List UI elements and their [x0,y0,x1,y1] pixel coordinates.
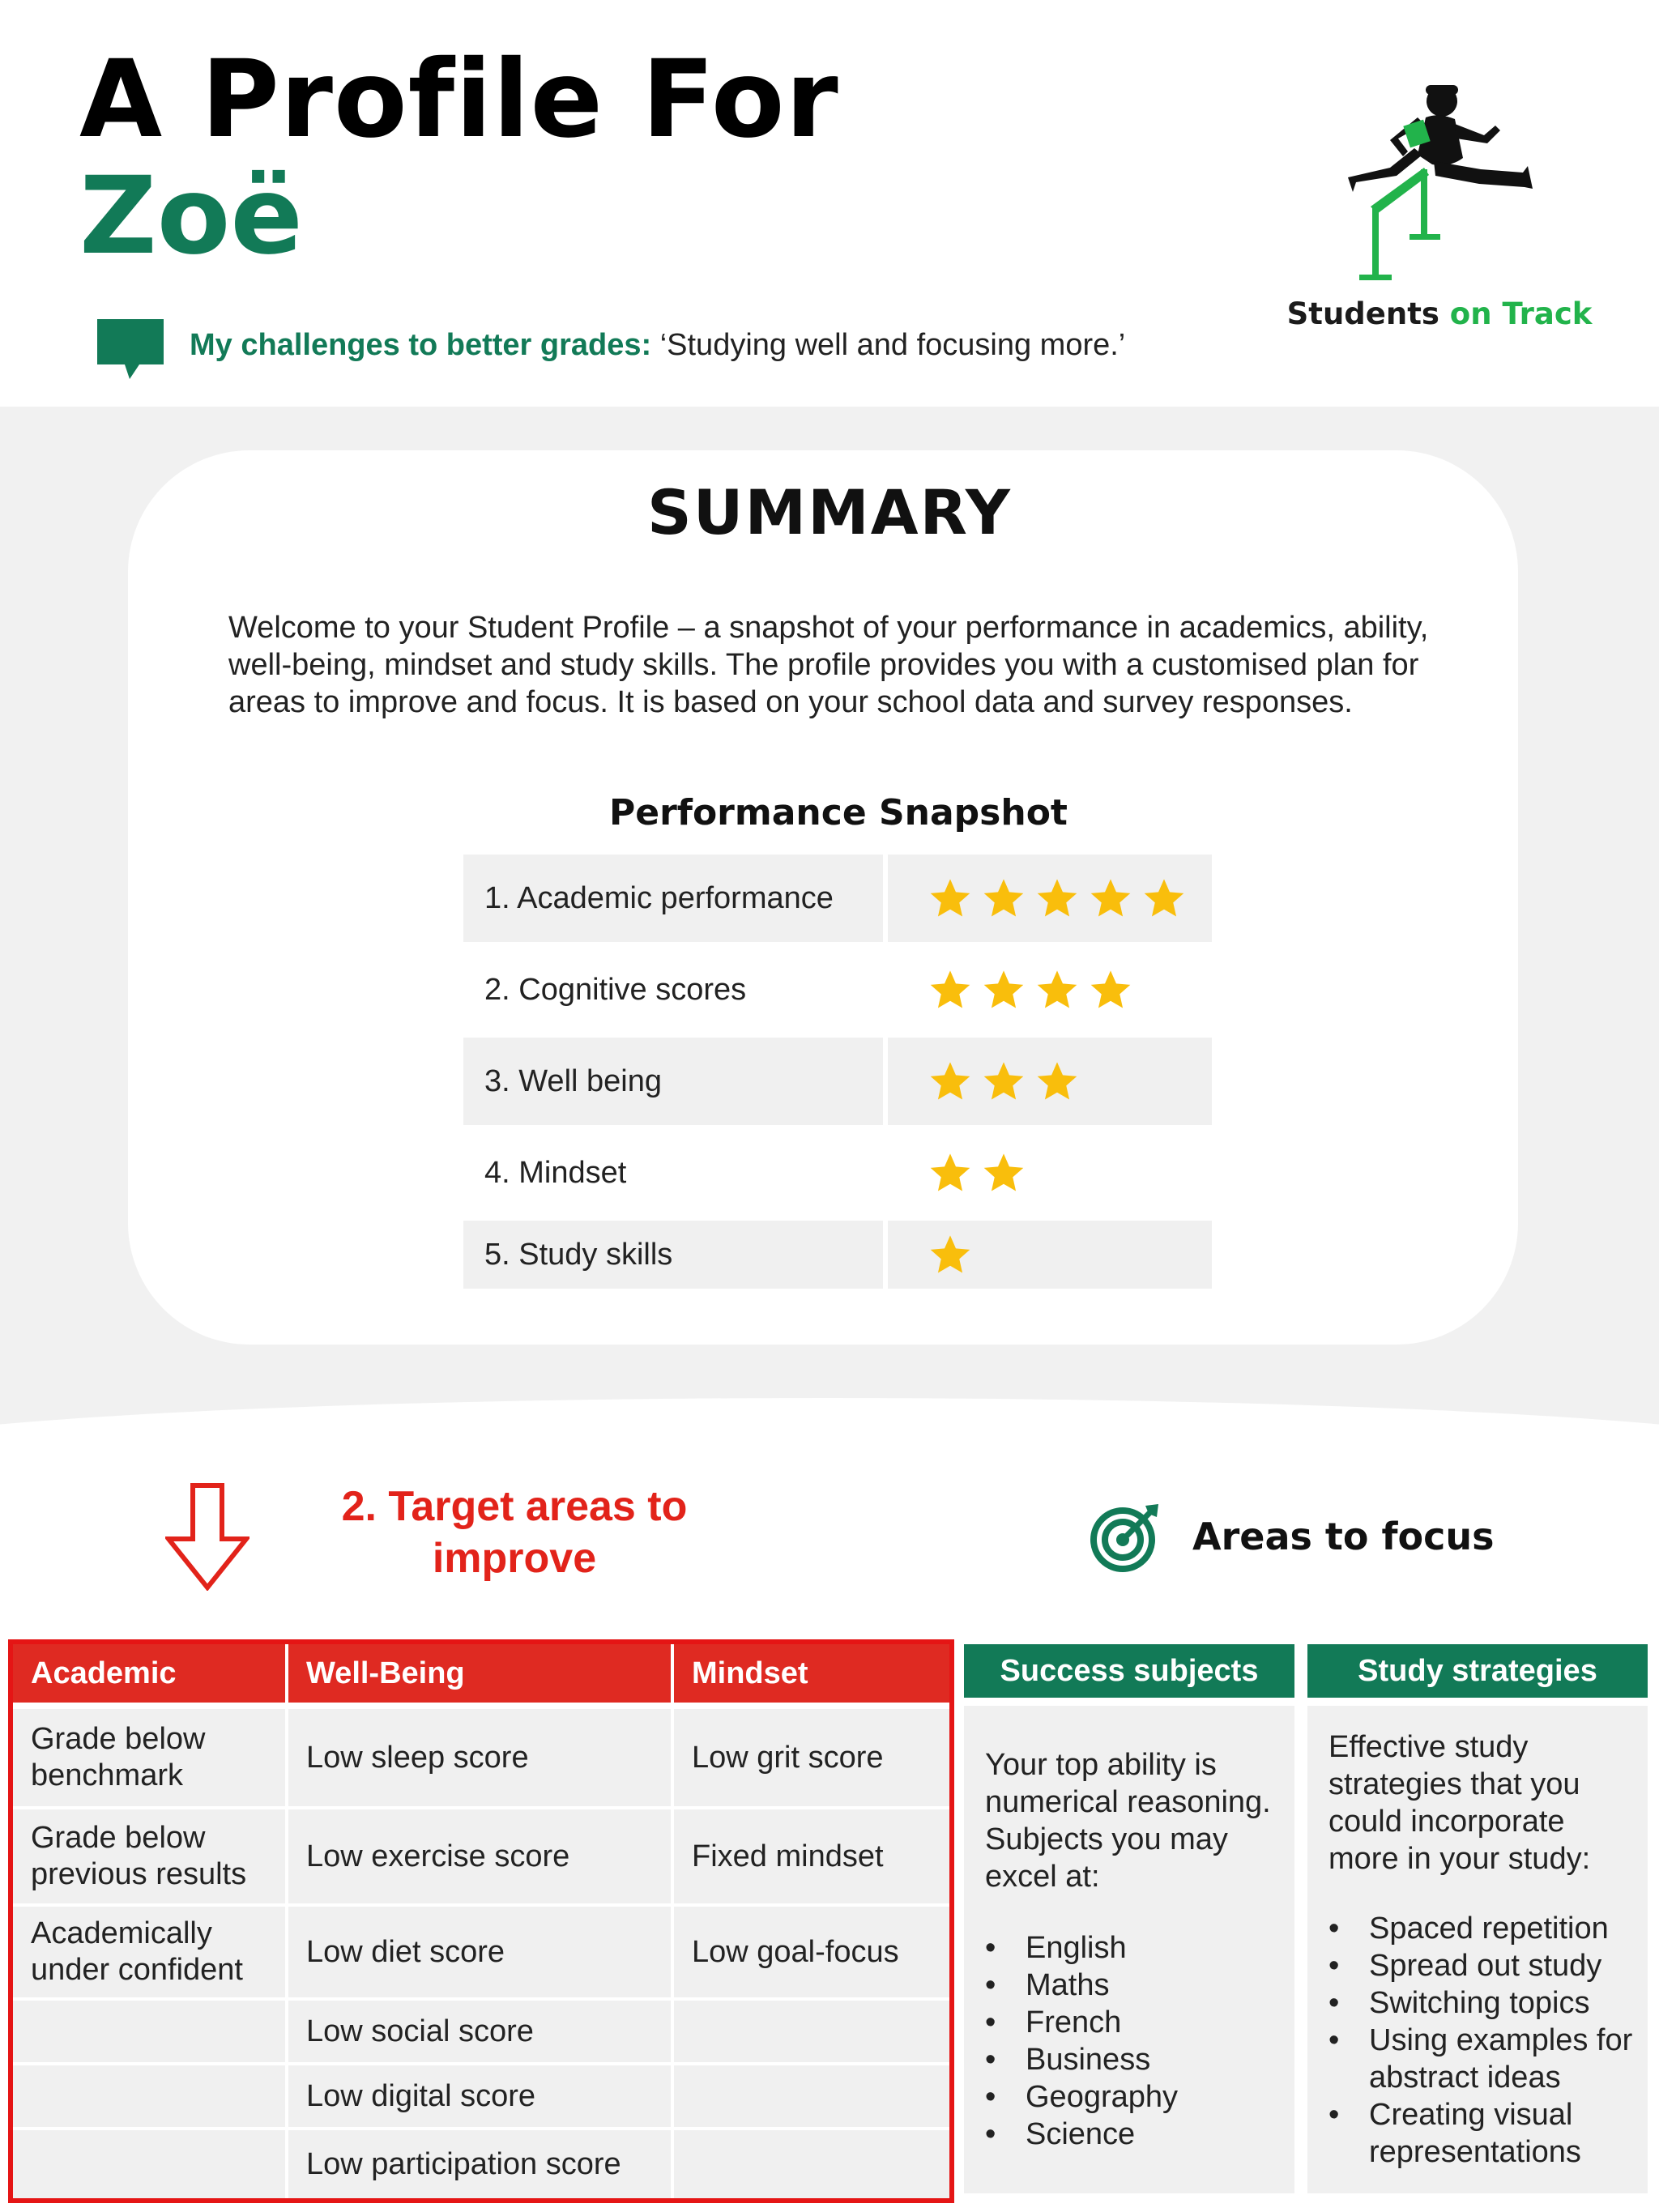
speech-bubble-icon [96,318,165,381]
snapshot-stars [888,942,1212,1038]
target-areas-table [8,1639,954,2203]
star-icon [928,968,972,1012]
star-icon [1142,876,1186,920]
snapshot-row [463,855,1212,942]
snapshot-stars [888,1125,1212,1221]
table-cell [13,2001,285,2062]
star-icon [1089,876,1132,920]
list-item: • Science [985,2116,1273,2153]
star-icon [982,1151,1026,1195]
snapshot-label: 5. Study skills [463,1221,883,1289]
snapshot-label: 4. Mindset [484,1155,627,1190]
star-icon [982,876,1026,920]
star-icon [928,1151,972,1195]
table-cell [13,2065,285,2127]
study-strategies-header: Study strategies [1307,1644,1648,1698]
success-subjects-list [985,1929,1273,2153]
snapshot-label: 3. Well being [463,1038,883,1125]
snapshot-stars [888,1038,1212,1125]
table-cell: Low social score [288,2001,671,2062]
column-header-well-being: Well-Being [288,1644,671,1703]
table-cell [674,2065,949,2127]
table-cell [13,2130,285,2198]
summary-intro: Welcome to your Student Profile – a snapshot of your performance in academics, ability, well-being, mindset and study skills. The profile provides you with a customised plan for areas to improve and focus. It is based on your school data and survey responses. [228,611,1429,719]
performance-snapshot-table [463,855,1212,1289]
list-item: • Switching topics [1328,1984,1633,2022]
table-cell: Academically under confident [13,1907,285,1997]
star-icon [928,876,972,920]
table-cell: Fixed mindset [674,1809,949,1903]
study-strategies-intro: Effective study strategies that you could incorporate more in your study: [1328,1730,1591,1876]
list-item: • English [985,1929,1273,1967]
table-cell [674,2130,949,2198]
snapshot-label: 2. Cognitive scores [484,972,747,1007]
challenges-text: ‘Studying well and focusing more.’ [651,328,1126,362]
snapshot-row [463,1038,1212,1125]
study-strategies-list [1328,1910,1633,2171]
list-item: • Using examples for abstract ideas [1328,2022,1633,2096]
summary-title: SUMMARY [647,476,1012,548]
column-header-mindset: Mindset [674,1644,949,1703]
table-cell: Low diet score [288,1907,671,1997]
snapshot-stars [888,1221,1212,1289]
star-icon [1035,968,1079,1012]
table-cell: Low grit score [674,1709,949,1806]
snapshot-row [463,1221,1212,1289]
success-subjects-intro: Your top ability is numerical reasoning. Subjects you may excel at: [985,1748,1271,1894]
star-icon [1089,968,1132,1012]
snapshot-stars [888,855,1212,942]
snapshot-row [463,1125,1212,1221]
target-icon [1089,1502,1160,1574]
challenges-statement [190,322,1125,368]
star-icon [1035,876,1079,920]
table-cell: Low sleep score [288,1709,671,1806]
table-cell: Low participation score [288,2130,671,2198]
areas-to-focus-title: Areas to focus [1192,1515,1495,1558]
list-item: • Business [985,2041,1273,2078]
star-icon [928,1233,972,1276]
snapshot-row [463,942,1212,1038]
table-cell: Low goal-focus [674,1907,949,1997]
student-name: Zoë [79,154,303,279]
success-subjects-header: Success subjects [964,1644,1294,1698]
challenges-label: My challenges to better grades: [190,328,652,362]
page-title: A Profile For [79,37,839,162]
students-on-track-logo [1296,77,1539,296]
study-strategies-panel [1307,1706,1648,2193]
list-item: • Spaced repetition [1328,1910,1633,1947]
table-cell: Grade below previous results [13,1809,285,1903]
star-icon [982,1059,1026,1103]
table-cell: Grade below benchmark [13,1709,285,1806]
table-cell: Low exercise score [288,1809,671,1903]
snapshot-label: 1. Academic performance [463,855,883,942]
arrow-down-icon [165,1482,249,1591]
column-header-academic: Academic [13,1644,285,1703]
list-item: • Maths [985,1967,1273,2004]
star-icon [928,1059,972,1103]
success-subjects-panel [964,1706,1294,2193]
list-item: • French [985,2004,1273,2041]
star-icon [1035,1059,1079,1103]
star-icon [982,968,1026,1012]
table-cell [674,2001,949,2062]
performance-snapshot-title: Performance Snapshot [609,792,1068,833]
table-cell: Low digital score [288,2065,671,2127]
target-areas-title: 2. Target areas to improve [341,1483,688,1582]
list-item: • Spread out study [1328,1947,1633,1984]
list-item: • Geography [985,2078,1273,2116]
list-item: • Creating visual representations [1328,2096,1633,2171]
logo-wordmark: Students on Track [1286,296,1593,331]
